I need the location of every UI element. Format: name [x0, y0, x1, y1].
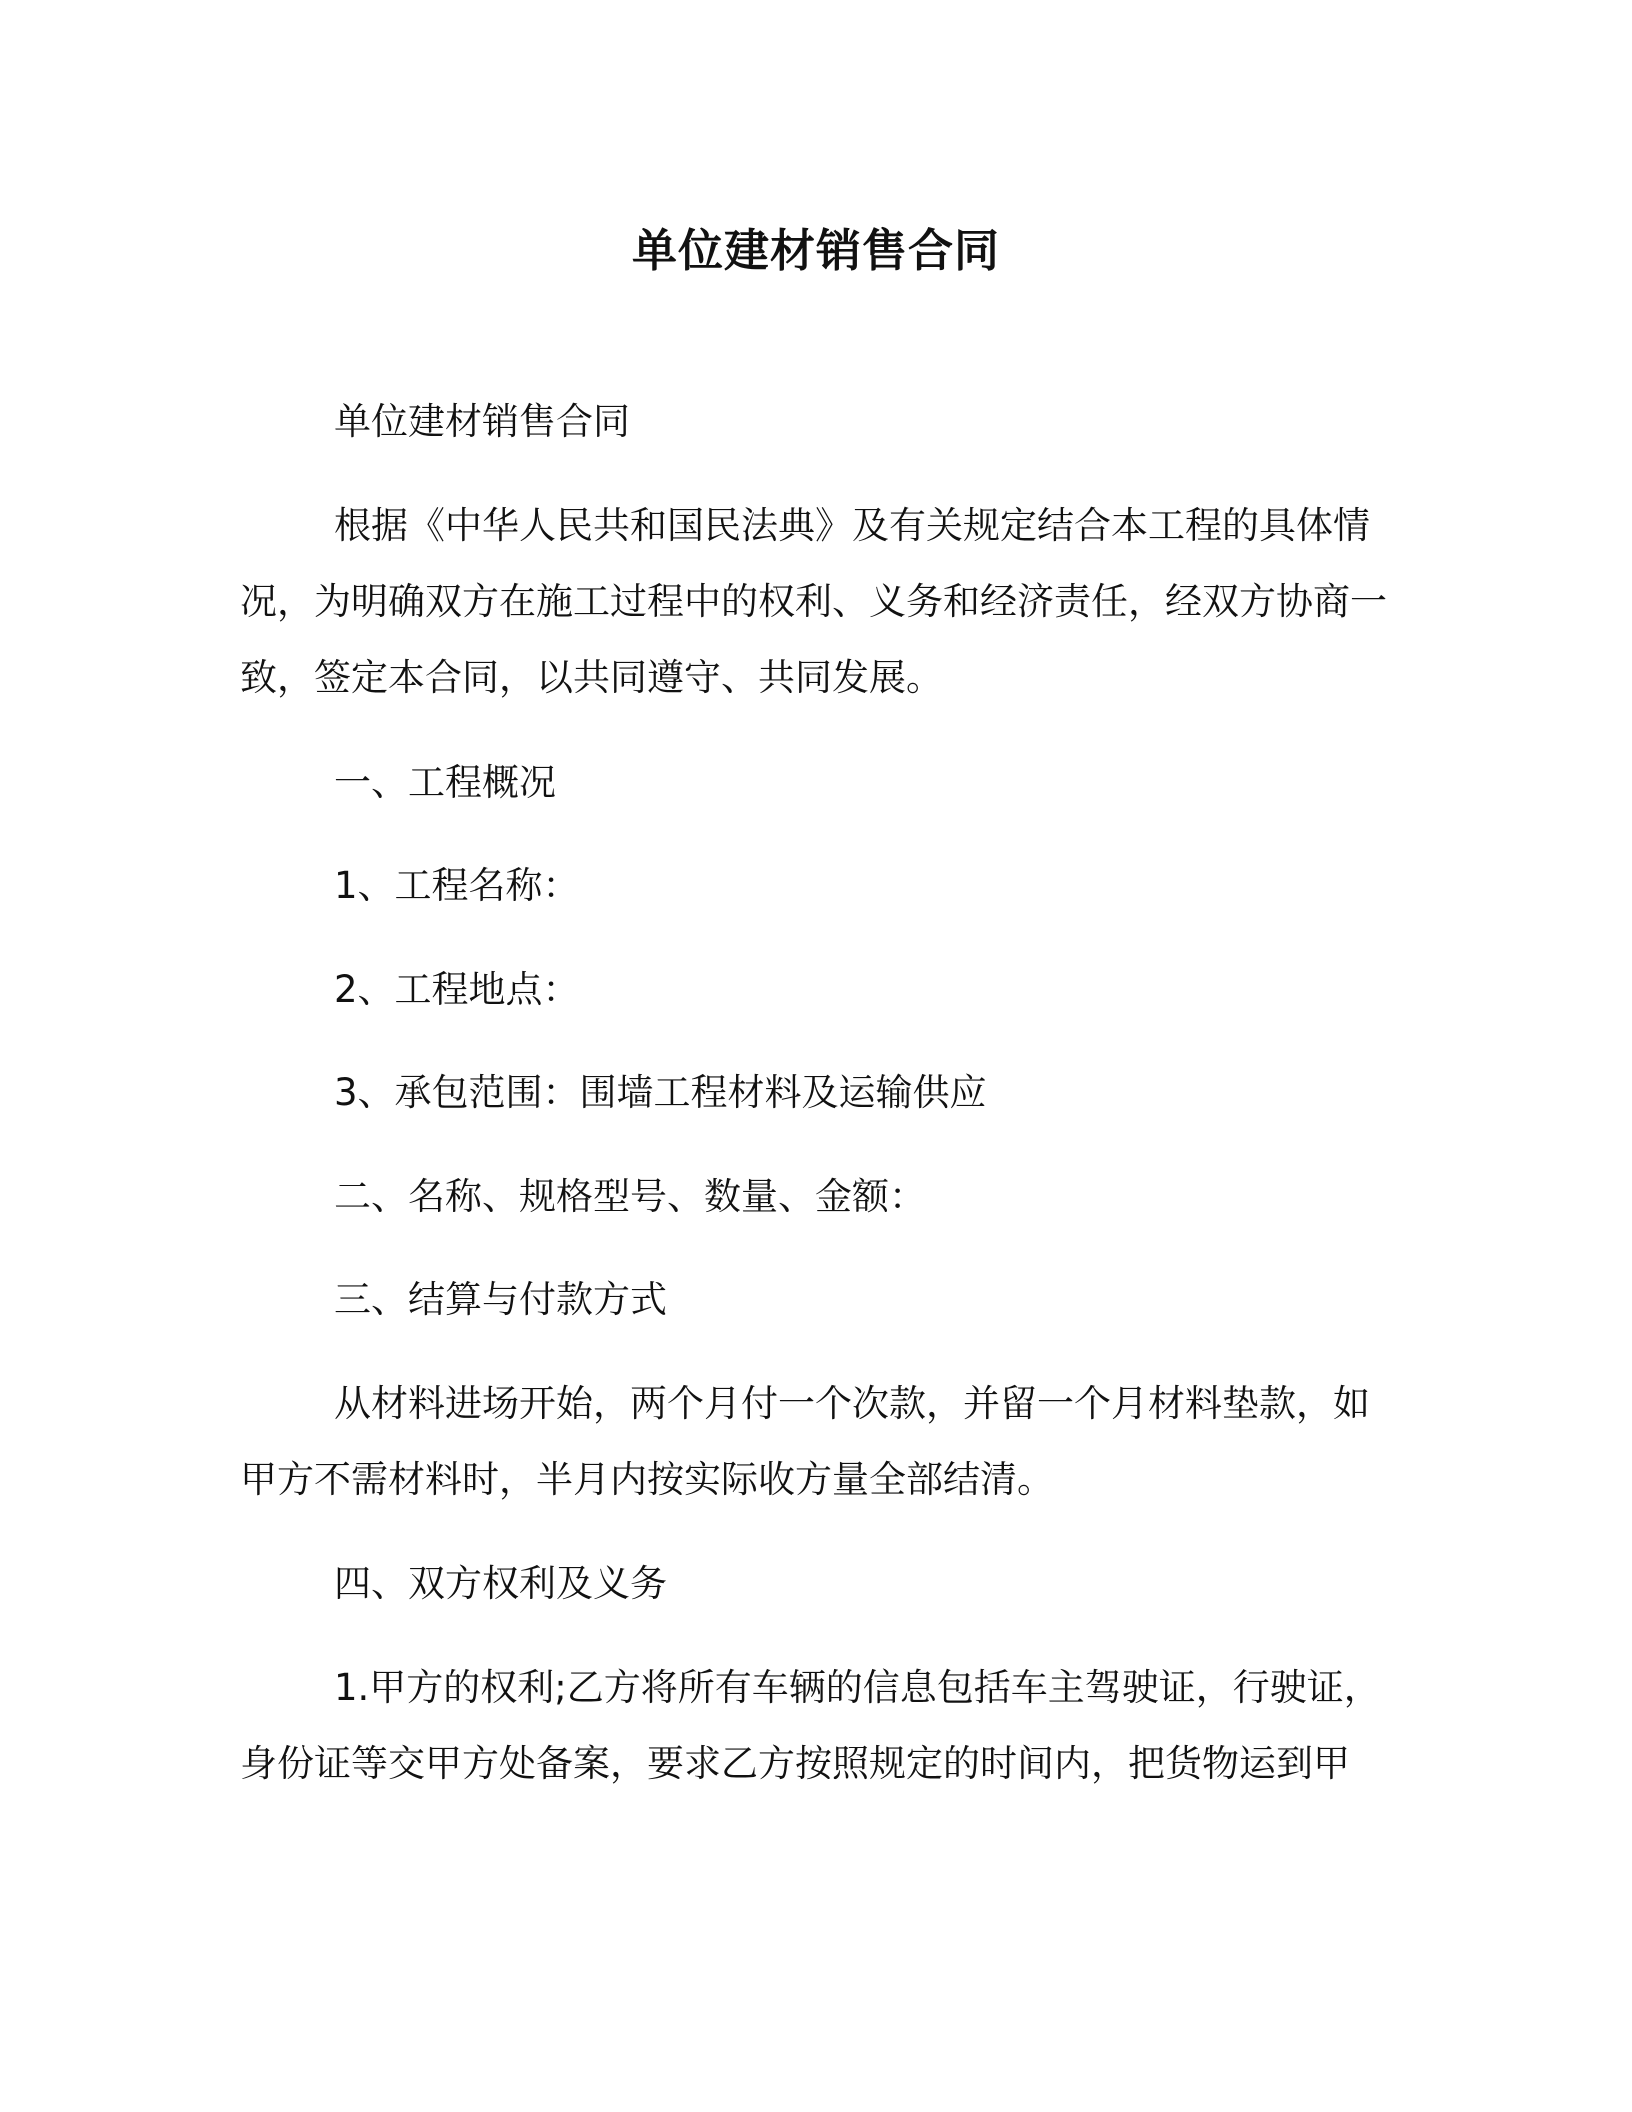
settlement-paragraph: 从材料进场开始，两个月付一个次款，并留一个月材料垫款，如甲方不需材料时，半月内按实际收方量全部结清。: [240, 1382, 1370, 1501]
contract-scope-line: 3、承包范围：围墙工程材料及运输供应: [334, 1071, 987, 1114]
project-location-line: 2、工程地点：: [334, 968, 580, 1011]
intro-paragraph: 根据《中华人民共和国民法典》及有关规定结合本工程的具体情况，为明确双方在施工过程中的权利、义务和经济责任，经双方协商一致，签定本合同，以共同遵守、共同发展。: [240, 504, 1387, 699]
project-name-line: 1、工程名称：: [334, 864, 580, 907]
document-title: 单位建材销售合同: [631, 224, 1000, 277]
party-a-rights-paragraph: 1.甲方的权利;乙方将所有车辆的信息包括车主驾驶证，行驶证，身份证等交甲方处备案，要求乙方按照规定的时间内，把货物运到甲: [240, 1666, 1381, 1785]
section-heading-settlement: 三、结算与付款方式: [334, 1278, 667, 1321]
section-heading-specifications: 二、名称、规格型号、数量、金额：: [334, 1175, 926, 1218]
section-heading-project-overview: 一、工程概况: [334, 761, 556, 804]
subtitle-paragraph: 单位建材销售合同: [334, 400, 630, 443]
section-heading-rights-obligations: 四、双方权利及义务: [334, 1562, 667, 1605]
